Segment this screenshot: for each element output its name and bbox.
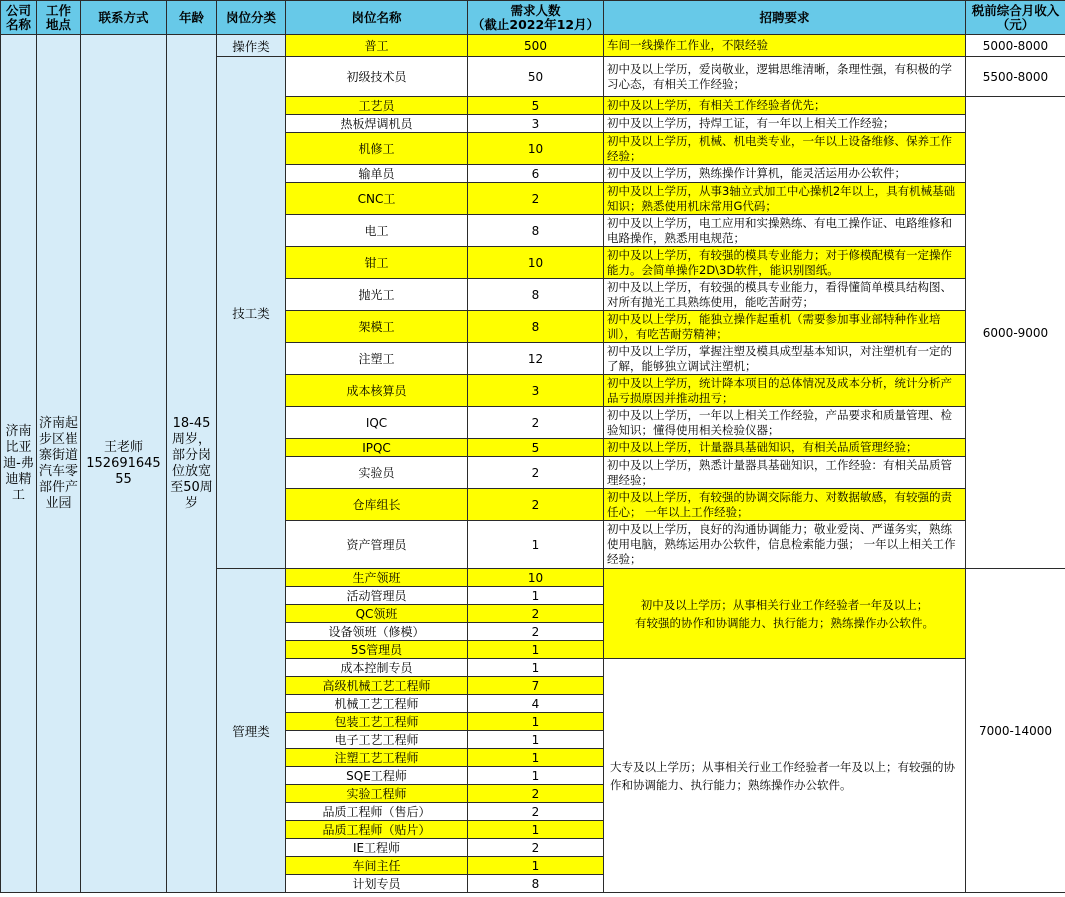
position-count: 2 [468,605,604,623]
position-name: 钳工 [286,247,468,279]
position-requirement: 初中及以上学历，计量器具基础知识，有相关品质管理经验； [604,439,966,457]
position-count: 1 [468,641,604,659]
requirement-foremen-line1: 初中及以上学历；从事相关行业工作经验者一年及以上； [640,597,929,612]
position-count: 8 [468,311,604,343]
table-body [1,35,1065,893]
position-name: SQE工程师 [286,767,468,785]
position-name: IPQC [286,439,468,457]
position-count: 1 [468,659,604,677]
salary-operation: 5000-8000 [966,35,1065,57]
position-count: 1 [468,713,604,731]
position-requirement: 初中及以上学历，熟悉计量器具基础知识，工作经验：有相关品质管理经验； [604,457,966,489]
position-name: 车间主任 [286,857,468,875]
position-name: QC领班 [286,605,468,623]
position-count: 10 [468,247,604,279]
position-requirement: 初中及以上学历，持焊工证，有一年以上相关工作经验； [604,115,966,133]
position-name: 抛光工 [286,279,468,311]
header-row [1,1,1065,35]
header-position: 岗位名称 [286,1,468,35]
position-name: 包装工艺工程师 [286,713,468,731]
position-name: IQC [286,407,468,439]
position-requirement: 初中及以上学历，掌握注塑及模具成型基本知识，对注塑机有一定的了解，能够独立调试注塑机； [604,343,966,375]
position-name: 实验员 [286,457,468,489]
position-count: 3 [468,115,604,133]
position-requirement: 初中及以上学历，能独立操作起重机（需要参加事业部特种作业培训），有吃苦耐劳精神； [604,311,966,343]
category-management: 管理类 [217,569,286,893]
position-name: 高级机械工艺工程师 [286,677,468,695]
position-requirement: 初中及以上学历，爱岗敬业，逻辑思维清晰，条理性强，有积极的学习心态，有相关工作经验； [604,57,966,97]
position-count: 1 [468,857,604,875]
header-age: 年龄 [167,1,217,35]
position-name: 注塑工艺工程师 [286,749,468,767]
salary-junior: 5500-8000 [966,57,1065,97]
position-count: 2 [468,489,604,521]
position-count: 1 [468,521,604,569]
position-count: 10 [468,133,604,165]
position-name: 注塑工 [286,343,468,375]
position-requirement: 初中及以上学历，良好的沟通协调能力；敬业爱岗、严谨务实，熟练使用电脑，熟练运用办公软件，信息检索能力强； 一年以上相关工作经验； [604,521,966,569]
salary-technician: 6000-9000 [966,97,1065,569]
header-requirement: 招聘要求 [604,1,966,35]
position-count: 8 [468,215,604,247]
position-count: 5 [468,439,604,457]
position-count: 2 [468,407,604,439]
position-count: 2 [468,839,604,857]
position-name: 输单员 [286,165,468,183]
header-count-line1: 需求人数 [510,2,561,18]
company-name: 济南比亚迪-弗迪精工 [1,35,37,893]
work-location: 济南起步区崔寨街道汽车零部件产业园 [37,35,81,893]
position-name: 机修工 [286,133,468,165]
category-technician: 技工类 [217,57,286,569]
position-requirement: 车间一线操作工作业，不限经验 [604,35,966,57]
header-location: 工作地点 [37,1,81,35]
position-count: 1 [468,587,604,605]
position-name: 设备领班（修模） [286,623,468,641]
header-salary: 税前综合月收入（元） [966,1,1065,35]
position-requirement: 初中及以上学历，一年以上相关工作经验，产品要求和质量管理、检验知识；懂得使用相关检验仪器； [604,407,966,439]
position-count: 5 [468,97,604,115]
position-name: 电工 [286,215,468,247]
contact-info [81,35,167,893]
position-count: 2 [468,785,604,803]
table-row [1,35,1065,57]
position-count: 2 [468,623,604,641]
position-name: 成本核算员 [286,375,468,407]
position-count: 1 [468,731,604,749]
position-name: 工艺员 [286,97,468,115]
position-count: 50 [468,57,604,97]
category-operation: 操作类 [217,35,286,57]
salary-management: 7000-14000 [966,569,1065,893]
contact-phone: 15269164555 [86,455,161,487]
position-name: 实验工程师 [286,785,468,803]
header-contact: 联系方式 [81,1,167,35]
position-name: IE工程师 [286,839,468,857]
position-count: 8 [468,279,604,311]
contact-name: 王老师 [103,439,143,455]
position-count: 3 [468,375,604,407]
position-count: 2 [468,457,604,489]
position-count: 1 [468,767,604,785]
position-requirement: 初中及以上学历，机械、机电类专业，一年以上设备维修、保养工作经验； [604,133,966,165]
position-requirement: 初中及以上学历，从事3轴立式加工中心操机2年以上，具有机械基础知识；熟悉使用机床常用G代码； [604,183,966,215]
requirement-foremen-line2: 有较强的协作和协调能力、执行能力；熟练操作办公软件。 [635,615,934,630]
header-count [468,1,604,35]
header-company: 公司名称 [1,1,37,35]
position-name: 品质工程师（售后） [286,803,468,821]
position-count: 6 [468,165,604,183]
position-count: 2 [468,803,604,821]
position-requirement: 初中及以上学历，有相关工作经验者优先； [604,97,966,115]
header-category: 岗位分类 [217,1,286,35]
position-name: 生产领班 [286,569,468,587]
position-name: 热板焊调机员 [286,115,468,133]
position-name: 普工 [286,35,468,57]
position-requirement: 初中及以上学历，熟练操作计算机，能灵活运用办公软件； [604,165,966,183]
position-requirement: 初中及以上学历，电工应用和实操熟练、有电工操作证、电路维修和电路操作，熟悉用电规范； [604,215,966,247]
position-count: 7 [468,677,604,695]
position-name: 架模工 [286,311,468,343]
position-name: 电子工艺工程师 [286,731,468,749]
requirement-staff: 大专及以上学历；从事相关行业工作经验者一年及以上；有较强的协作和协调能力、执行能力；熟练操作办公软件。 [604,659,966,893]
position-name: 初级技术员 [286,57,468,97]
position-name: 计划专员 [286,875,468,893]
position-name: 品质工程师（贴片） [286,821,468,839]
position-name: CNC工 [286,183,468,215]
position-count: 12 [468,343,604,375]
position-count: 500 [468,35,604,57]
age-range: 18-45周岁，部分岗位放宽至50周岁 [167,35,217,893]
position-name: 资产管理员 [286,521,468,569]
position-name: 仓库组长 [286,489,468,521]
header-count-line2: （截止2022年12月） [471,16,600,32]
position-requirement: 初中及以上学历，统计降本项目的总体情况及成本分析，统计分析产品亏损原因并推动扭亏； [604,375,966,407]
position-name: 机械工艺工程师 [286,695,468,713]
position-count: 1 [468,749,604,767]
position-count: 1 [468,821,604,839]
position-count: 10 [468,569,604,587]
position-name: 5S管理员 [286,641,468,659]
position-requirement: 初中及以上学历，有较强的模具专业能力；对于修模配模有一定操作能力。会简单操作2D\3D软件，能识别图纸。 [604,247,966,279]
position-requirement: 初中及以上学历，有较强的协调交际能力、对数据敏感，有较强的责任心； 一年以上工作经验； [604,489,966,521]
position-count: 2 [468,183,604,215]
position-requirement: 初中及以上学历，有较强的模具专业能力，看得懂简单模具结构图、对所有抛光工具熟练使用，能吃苦耐劳； [604,279,966,311]
position-count: 4 [468,695,604,713]
position-count: 8 [468,875,604,893]
position-name: 活动管理员 [286,587,468,605]
position-name: 成本控制专员 [286,659,468,677]
requirement-foremen [604,569,966,659]
